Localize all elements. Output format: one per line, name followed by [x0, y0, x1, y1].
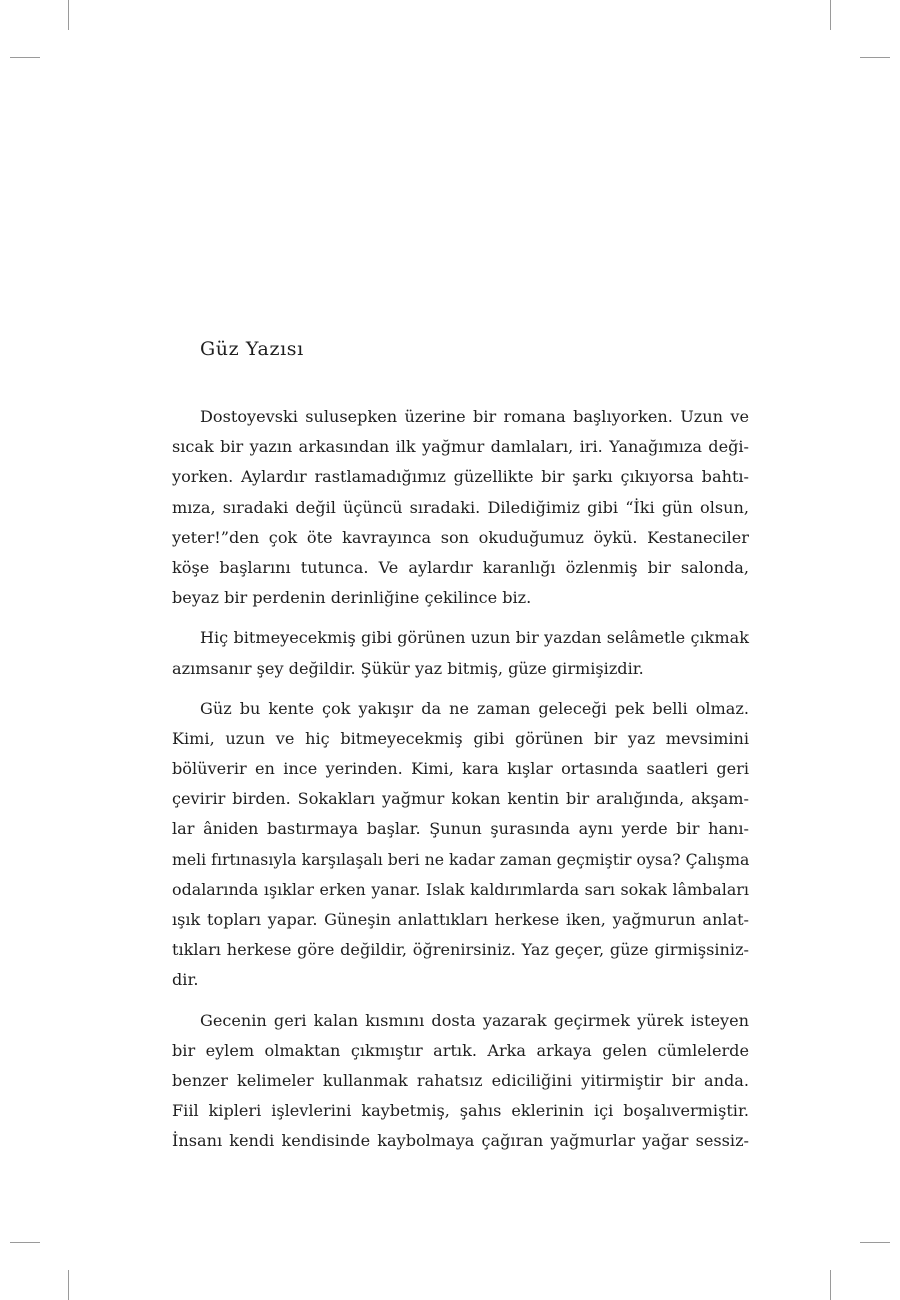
text-line: yeter!”den çok öte kavrayınca son okuduğumuz öykü. Kestaneciler — [172, 527, 749, 547]
crop-mark-top-right-vertical — [830, 0, 831, 30]
text-line: mıza, sıradaki değil üçüncü sıradaki. Dilediğimiz gibi “İki gün olsun, — [172, 497, 749, 517]
crop-mark-bottom-right-horizontal — [860, 1242, 890, 1243]
text-line: ışık topları yapar. Güneşin anlattıkları herkese iken, yağmurun anlat- — [172, 910, 749, 929]
text-line: Kimi, uzun ve hiç bitmeyecekmiş gibi görünen bir yaz mevsimini — [172, 728, 749, 748]
text-line: Güz bu kente çok yakışır da ne zaman geleceği pek belli olmaz. — [200, 698, 749, 718]
crop-mark-bottom-left-horizontal — [10, 1242, 40, 1243]
text-line: çevirir birden. Sokakları yağmur kokan kentin bir aralığında, akşam- — [172, 789, 749, 809]
text-line: azımsanır şey değildir. Şükür yaz bitmiş, güze girmişizdir. — [172, 658, 644, 678]
text-line: İnsanı kendi kendisinde kaybolmaya çağıran yağmurlar yağar sessiz- — [172, 1131, 749, 1151]
paragraph-1 — [172, 402, 749, 613]
text-line: köşe başlarını tutunca. Ve aylardır karanlığı özlenmiş bir salonda, — [172, 557, 749, 577]
text-line: Hiç bitmeyecekmiş gibi görünen uzun bir yazdan selâmetle çıkmak — [200, 628, 749, 648]
crop-mark-top-left-vertical — [68, 0, 69, 30]
text-line: Fiil kipleri işlevlerini kaybetmiş, şahıs eklerinin içi boşalıvermiştir. — [172, 1101, 749, 1121]
crop-mark-bottom-left-vertical — [68, 1270, 69, 1300]
crop-mark-top-right-horizontal — [860, 57, 890, 58]
text-line: yorken. Aylardır rastlamadığımız güzellikte bir şarkı çıkıyorsa bahtı- — [172, 467, 749, 487]
text-line: meli fırtınasıyla karşılaşalı beri ne kadar zaman geçmiştir oysa? Çalışma — [172, 849, 750, 869]
text-line: bir eylem olmaktan çıkmıştır artık. Arka arkaya gelen cümlelerde — [172, 1040, 749, 1060]
text-line: beyaz bir perdenin derinliğine çekilince biz. — [172, 588, 532, 608]
crop-mark-bottom-right-vertical — [830, 1270, 831, 1300]
text-line: benzer kelimeler kullanmak rahatsız ediciliğini yitirmiştir bir anda. — [172, 1070, 749, 1090]
text-line: dir. — [172, 970, 199, 990]
paragraph-2 — [172, 623, 749, 683]
text-line: Dostoyevski sulusepken üzerine bir romana başlıyorken. Uzun ve — [200, 407, 749, 426]
paragraph-4 — [172, 1006, 749, 1157]
crop-mark-top-left-horizontal — [10, 57, 40, 58]
page-title: Güz Yazısı — [200, 338, 304, 360]
paragraph-3 — [172, 694, 749, 996]
text-line: odalarında ışıklar erken yanar. Islak kaldırımlarda sarı sokak lâmbaları — [172, 879, 749, 899]
text-line: sıcak bir yazın arkasından ilk yağmur damlaları, iri. Yanağımıza deği- — [172, 437, 749, 457]
essay-body — [172, 402, 749, 1167]
text-line: lar âniden bastırmaya başlar. Şunun şurasında aynı yerde bir hanı- — [172, 819, 749, 839]
text-line: bölüverir en ince yerinden. Kimi, kara kışlar ortasında saatleri geri — [172, 759, 749, 779]
text-line: tıkları herkese göre değildir, öğrenirsiniz. Yaz geçer, güze girmişsiniz- — [172, 940, 749, 960]
text-line: Gecenin geri kalan kısmını dosta yazarak geçirmek yürek isteyen — [200, 1010, 749, 1030]
